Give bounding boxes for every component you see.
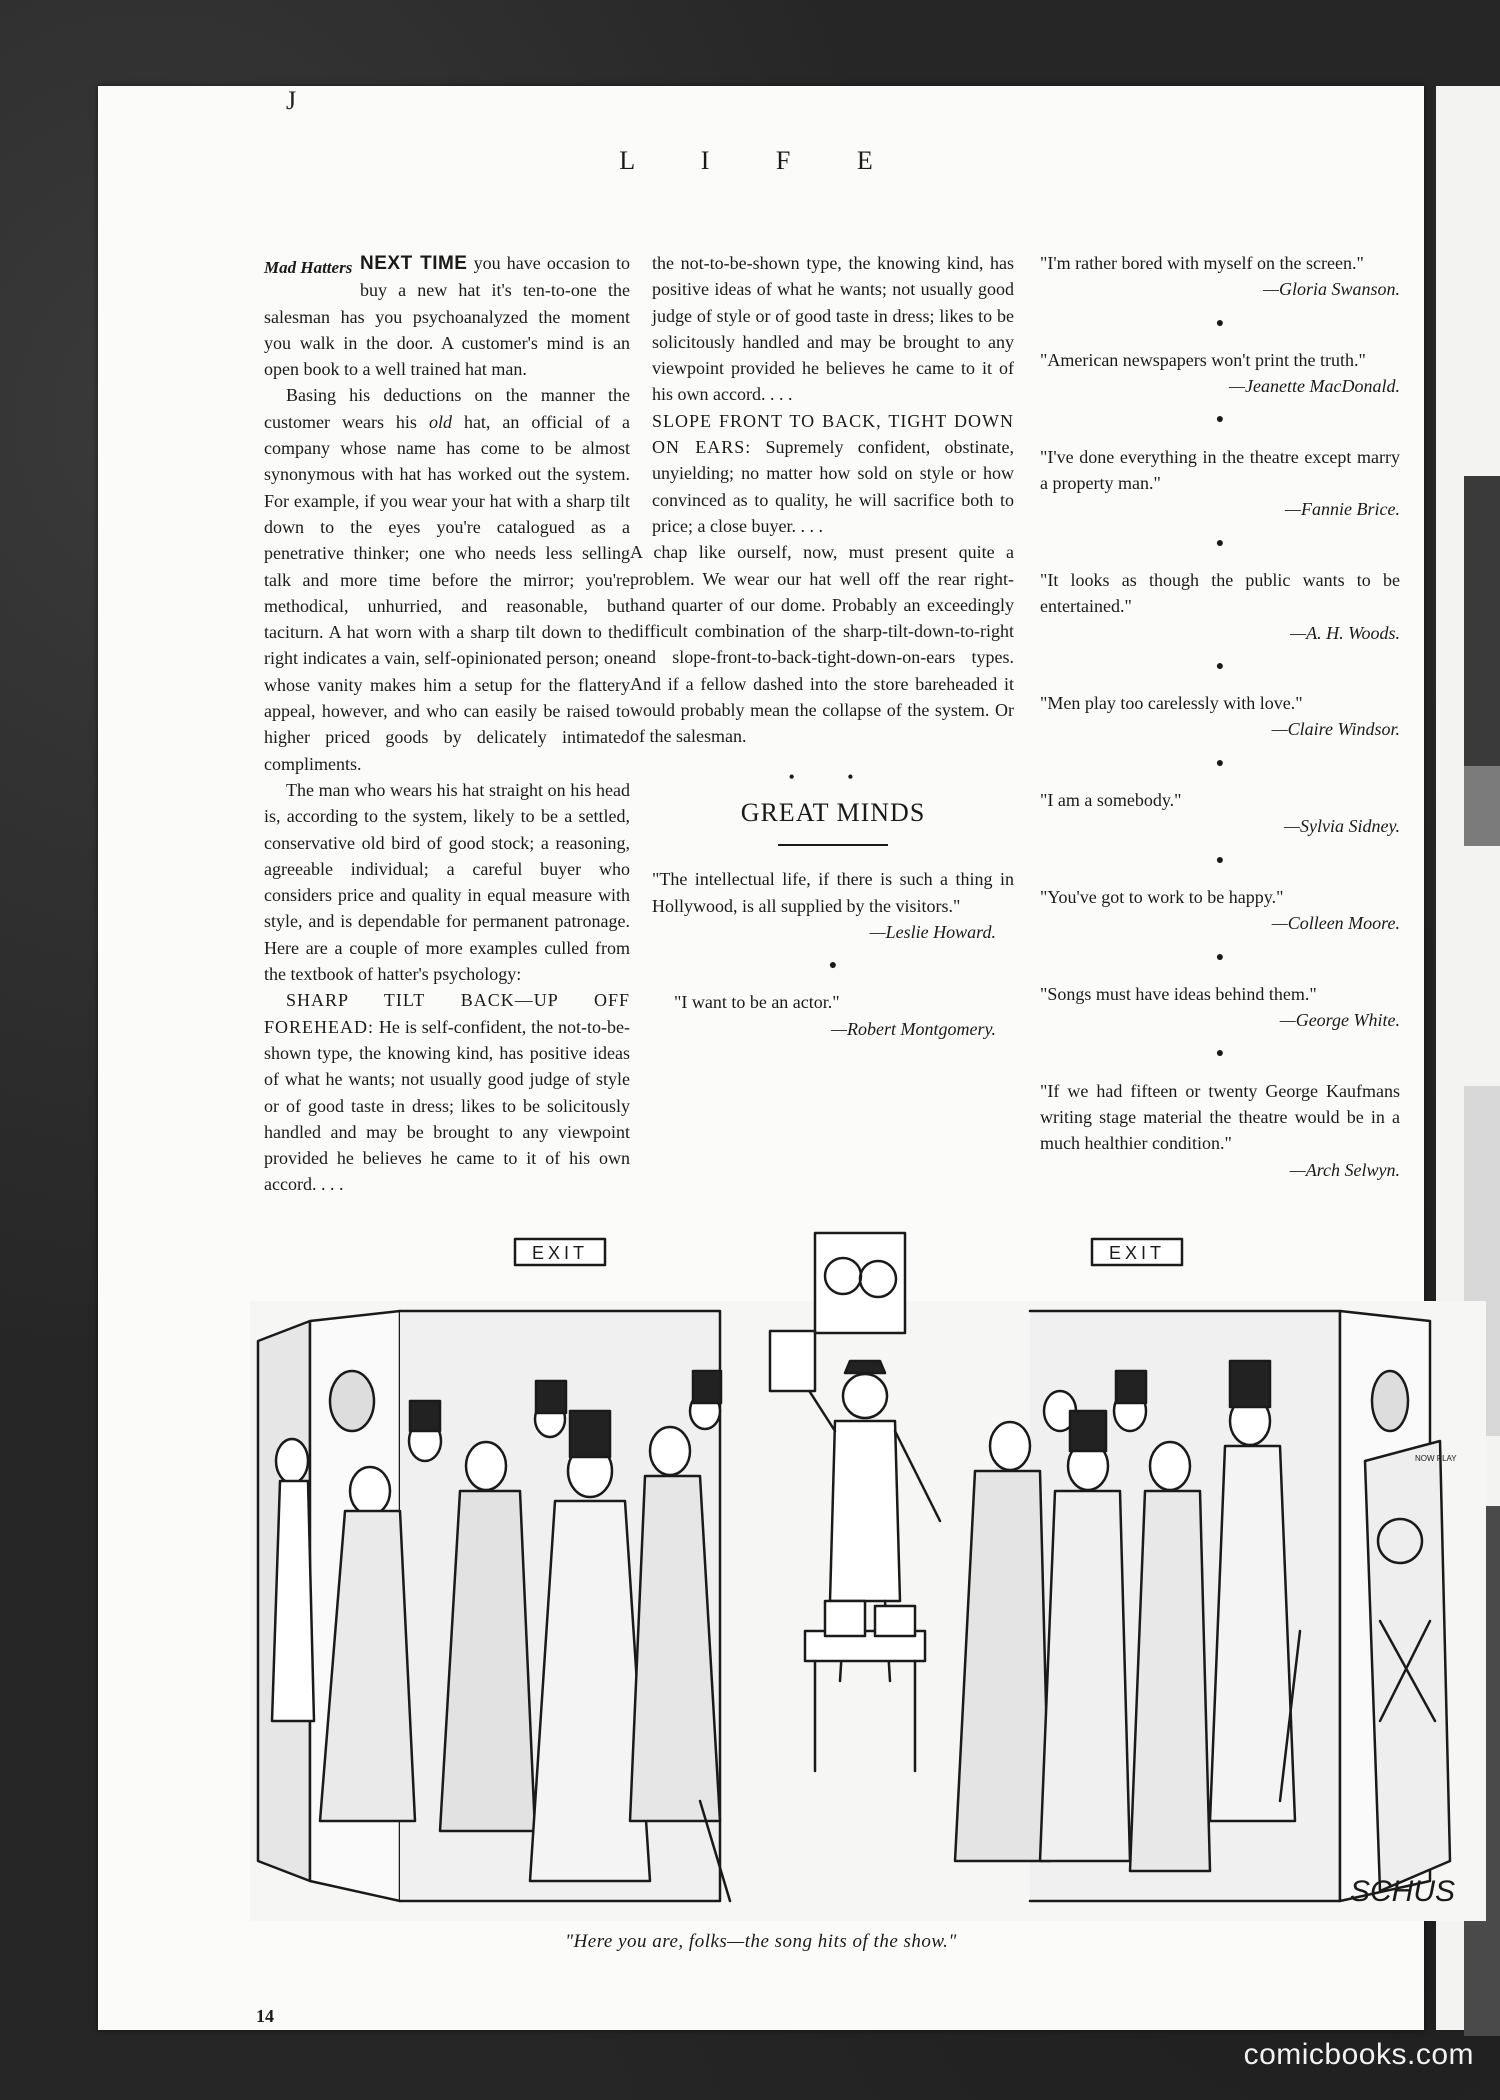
lead-text: you have occasion to buy a new hat it's ten-to-one the salesman has you psychoanalyzed the moment you walk in the door. A customer's mind is an open book to a well trained hat man.	[264, 253, 630, 380]
quote-attribution: —Colleen Moore.	[1271, 913, 1400, 934]
quote-bullet: ●	[1215, 315, 1225, 331]
paragraph-2: Basing his deductions on the manner the customer wears his old hat, an official of a company whose name has come to be almost synonymous with hat has worked out the system. For example, if you wear your hat with a sharp tilt down to the eyes you're catalogued as a penetrative thinker; one who needs less selling talk and more time before the mirror; you're methodical, unhurried, and reasonable, but taciturn. A hat worn with a sharp tilt down to the right indicates a vain, self-opinionated person; one whose vanity makes him a setup for the flattery appeal, however, and who can easily be raised to higher priced goods by delicately intimated compliments.	[264, 385, 631, 774]
paragraph-4: SHARP TILT BACK—UP OFF FOREHEAD: He is self-confident, the not-to-be-shown type, the knowing kind, has positive ideas of what he wants; not usually good judge of style or of good taste in dress; likes to be solicitously handled and may be brought to any viewpoint provided he believes he came to it of his own accord. . . .	[264, 990, 630, 1195]
quote-text: "I've done everything in the theatre except marry a property man."	[1040, 446, 1400, 494]
quote-attribution: —Leslie Howard.	[869, 921, 996, 942]
quote-text: "Songs must have ideas behind them."	[1040, 983, 1317, 1004]
quote-attribution: —Claire Windsor.	[1271, 719, 1400, 740]
quote-bullet: ●	[1215, 535, 1225, 551]
lead-caps: NEXT TIME	[360, 253, 468, 274]
quote-text: "The intellectual life, if there is such a thing in Hollywood, is all supplied by the visitors."	[652, 869, 1014, 916]
quote-attribution: —Gloria Swanson.	[1262, 279, 1400, 300]
exit-sign-left: EXIT	[531, 1243, 589, 1263]
quote-attribution: —Fannie Brice.	[1285, 499, 1400, 520]
quote-attribution: —Sylvia Sidney.	[1284, 816, 1400, 837]
pencil-mark: J	[286, 86, 297, 115]
quote-bullet: ●	[1215, 1046, 1225, 1062]
quote-text: "Men play too carelessly with love."	[1040, 693, 1303, 714]
sidebar-label: Mad Hatters	[264, 258, 353, 277]
quote-text: "I am a somebody."	[1040, 790, 1182, 811]
column-2	[630, 250, 1015, 1042]
quote-text: "If we had fifteen or twenty George Kaufmans writing stage material the theatre would be in a much healthier condition."	[1040, 1080, 1400, 1154]
magazine-page	[98, 86, 1457, 2030]
quote-text: "It looks as though the public wants to be entertained."	[1040, 569, 1400, 617]
paragraph-4-continued: the not-to-be-shown type, the knowing kind, has positive ideas of what he wants; not usually good judge of style or of good taste in dress; likes to be solicitously handled and may be brought to any viewpoint provided he believes he came to it of his own accord. . . .	[652, 253, 1014, 405]
section-rule	[778, 844, 888, 846]
quote-text: "I want to be an actor."	[674, 992, 840, 1013]
masthead: L I F E	[619, 146, 903, 175]
quote-bullet: ●	[1215, 755, 1225, 771]
quote-text: "I'm rather bored with myself on the screen."	[1040, 253, 1364, 273]
cartoon-caption: "Here you are, folks—the song hits of the show."	[565, 1931, 957, 1952]
exit-sign-right: EXIT	[1108, 1243, 1166, 1263]
quote-text: "You've got to work to be happy."	[1040, 886, 1284, 907]
artist-signature: SCHUS	[1350, 1875, 1456, 1908]
section-title: GREAT MINDS	[740, 797, 926, 827]
poster-text: NOW PLAY	[1415, 1454, 1457, 1463]
separator-dots: • •	[788, 766, 878, 787]
quote-attribution: —Jeanette MacDonald.	[1229, 376, 1400, 397]
cartoon-illustration	[250, 1243, 1486, 1921]
quote-bullet: ●	[828, 958, 838, 974]
quote-attribution: —Arch Selwyn.	[1289, 1159, 1400, 1180]
quote-bullet: ●	[1215, 852, 1225, 868]
quote-attribution: —George White.	[1279, 1010, 1400, 1031]
quote-text: "American newspapers won't print the truth."	[1040, 349, 1366, 370]
paragraph-6: A chap like ourself, now, must present quite a problem. We wear our hat well off the rear right-hand quarter of our dome. Probably an exceedingly difficult combination of the sharp-tilt-down-to-right and slope-front-to-back-tight-down-on-ears types. And if a fellow dashed into the store bareheaded it would probably mean the collapse of the system. Or of the salesman.	[630, 542, 1014, 747]
quote-bullet: ●	[1215, 658, 1225, 674]
page-number: 14	[256, 2006, 274, 2026]
paragraph-3: The man who wears his hat straight on his head is, according to the system, likely to be a settled, conservative old bird of good stock; a reasoning, agreeable individual; a careful buyer who considers price and quality in equal measure with style, and is dependable for permanent patronage. Here are a couple of more examples culled from the textbook of hatter's psychology:	[264, 779, 630, 985]
column-3	[1040, 250, 1400, 1183]
quote-attribution: —Robert Montgomery.	[831, 1018, 996, 1039]
watermark: comicbooks.com	[1243, 2038, 1474, 2071]
quote-attribution: —A. H. Woods.	[1290, 622, 1400, 643]
paragraph-5: SLOPE FRONT TO BACK, TIGHT DOWN ON EARS: Supremely confident, obstinate, unyielding; no matter how sold on style or how convinced as to quality, he will sacrifice both to price; a close buyer. . . .	[652, 410, 1015, 536]
column-1	[264, 250, 631, 1195]
quote-bullet: ●	[1215, 412, 1225, 428]
quote-bullet: ●	[1215, 949, 1225, 965]
